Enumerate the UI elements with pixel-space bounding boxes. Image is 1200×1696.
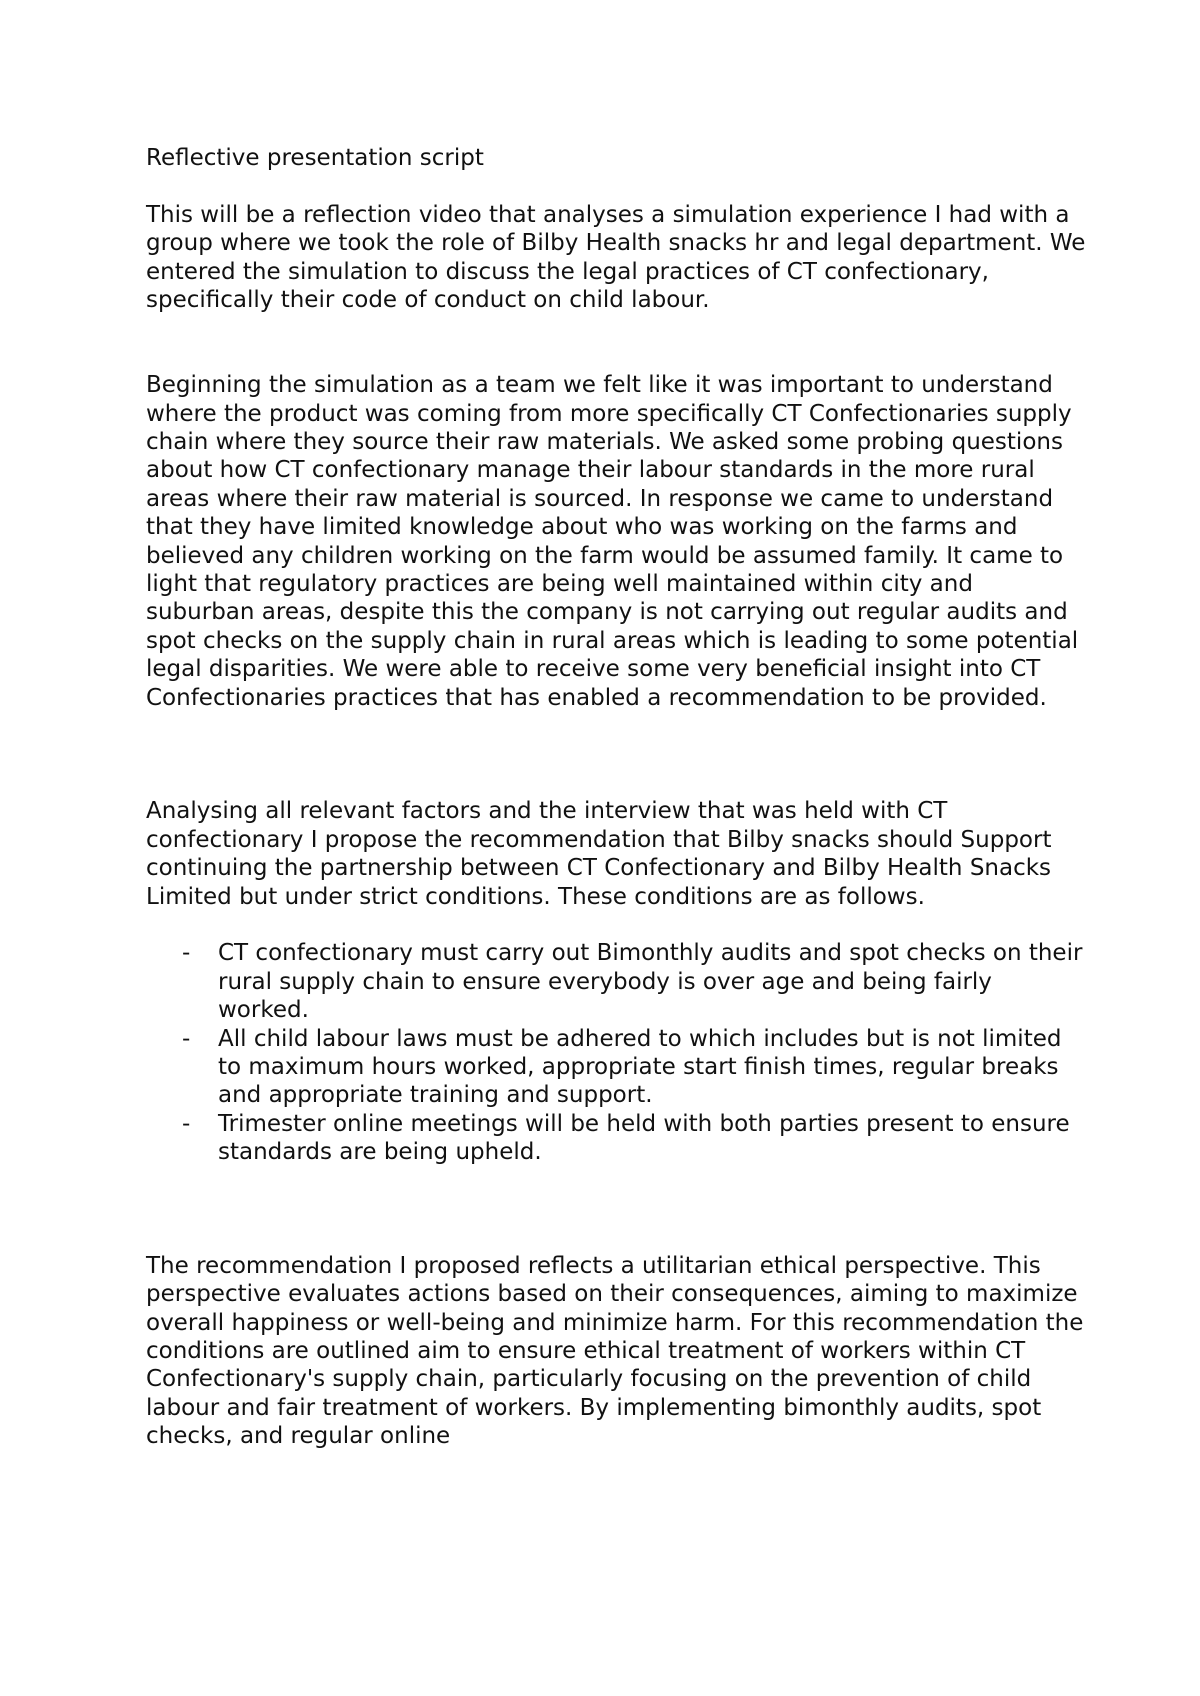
document-body — [146, 144, 1086, 1451]
paragraph-spacer — [146, 314, 1086, 371]
conditions-list — [146, 939, 1086, 1166]
intro-paragraph: This will be a reflection video that analyses a simulation experience I had with a group where we took the role of Bilby Health snacks hr and legal department. We entered the simulation to discuss the legal practices of CT confectionary, specifically their code of conduct on child labour. — [146, 201, 1086, 314]
list-item — [146, 1110, 1086, 1167]
list-item — [146, 939, 1086, 1024]
condition-text: Trimester online meetings will be held with both parties present to ensure standards are being upheld. — [218, 1110, 1070, 1166]
document-title: Reflective presentation script — [146, 145, 484, 171]
recommendation-paragraph: The recommendation I proposed reflects a utilitarian ethical perspective. This perspective evaluates actions based on their consequences, aiming to maximize overall happiness or well-being and minimize harm. For this recommendation the conditions are outlined aim to ensure ethical treatment of workers within CT Confectionary's supply chain, particularly focusing on the prevention of child labour and fair treatment of workers. By implementing bimonthly audits, spot checks, and regular online — [146, 1252, 1084, 1450]
condition-text: CT confectionary must carry out Bimonthly audits and spot checks on their rural supply chain to ensure everybody is over age and being fairly worked. — [218, 940, 1083, 1024]
paragraph-spacer — [146, 1167, 1086, 1252]
condition-text: All child labour laws must be adhered to which includes but is not limited to maximum hours worked, appropriate start finish times, regular breaks and appropriate training and support. — [218, 1025, 1062, 1109]
paragraph-spacer — [146, 712, 1086, 797]
list-item — [146, 1025, 1086, 1110]
bullet-dash: - — [182, 1110, 191, 1137]
analysing-paragraph: Analysing all relevant factors and the interview that was held with CT confectionary I propose the recommendation that Bilby snacks should Support continuing the partnership between CT Confectionary and Bilby Health Snacks Limited but under strict conditions. These conditions are as follows. — [146, 798, 1052, 910]
bullet-dash: - — [182, 940, 191, 967]
paragraph-spacer — [146, 911, 1086, 939]
beginning-paragraph: Beginning the simulation as a team we felt like it was important to understand where the product was coming from more specifically CT Confectionaries supply chain where they source their raw materials. We asked some probing questions about how CT confectionary manage their labour standards in the more rural areas where their raw material is sourced. In response we came to understand that they have limited knowledge about who was working on the farms and believed any children working on the farm would be assumed family. It came to light that regulatory practices are being well maintained within city and suburban areas, despite this the company is not carrying out regular audits and spot checks on the supply chain in rural areas which is leading to some potential legal disparities. We were able to receive some very beneficial insight into CT Confectionaries practices that has enabled a recommendation to be provided. — [146, 372, 1079, 711]
bullet-dash: - — [182, 1025, 191, 1052]
